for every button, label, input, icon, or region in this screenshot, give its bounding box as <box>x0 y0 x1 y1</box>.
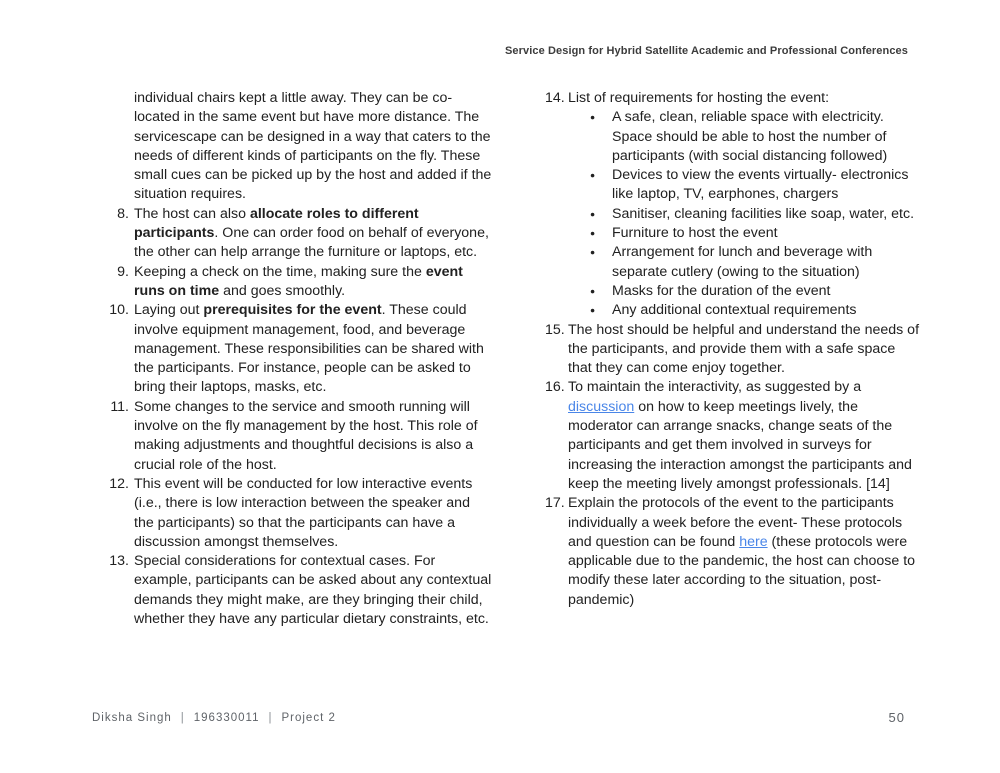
footer-separator: | <box>268 711 273 724</box>
text-run: This event will be conducted for low interactive events (i.e., there is low interaction between the speaker and the participants) so that the participants can have a discussion amongst themselves. <box>134 475 473 550</box>
list-item <box>545 378 919 494</box>
list-item-number: 11. <box>110 398 129 415</box>
bullet-item-text: Devices to view the events virtually- electronics like laptop, TV, earphones, chargers <box>612 167 909 203</box>
bullet-item-text: Masks for the duration of the event <box>612 282 831 299</box>
bullet-icon: ● <box>590 112 596 123</box>
footer-student-id: 196330011 <box>193 711 260 724</box>
text-run: Laying out <box>134 302 204 319</box>
list-item <box>545 494 919 610</box>
inline-link[interactable]: here <box>739 533 768 550</box>
document-header-title: Service Design for Hybrid Satellite Academic and Professional Conferences <box>504 45 908 57</box>
list-item <box>108 301 492 397</box>
list-item-number: 14. <box>545 90 565 106</box>
text-run: To maintain the interactivity, as suggested by a <box>568 379 862 396</box>
list-item-number: 10. <box>109 302 129 319</box>
inline-link[interactable]: discussion <box>568 398 635 415</box>
footer-project: Project 2 <box>281 711 336 724</box>
text-run: The host can also <box>134 205 250 222</box>
list-item <box>545 321 919 379</box>
text-run: Keeping a check on the time, making sure the <box>134 263 426 280</box>
bullet-icon: ● <box>590 208 596 219</box>
left-column <box>108 89 492 629</box>
list-item-number: 15. <box>545 321 565 338</box>
footer-separator: | <box>180 711 185 724</box>
list-item-text <box>134 301 492 397</box>
list-item <box>108 205 492 263</box>
list-item-number: 13. <box>109 553 129 570</box>
text-run: Some changes to the service and smooth running will involve on the fly management by the host. This role of making adjustments and thoughtful decisions is also a crucial role of the host. <box>134 398 478 473</box>
text-run: Explain the protocols of the event to the participants individually a week before the event- These protocols and question can be found <box>568 495 903 550</box>
text-run: (these protocols were applicable due to the pandemic, the host can choose to modify these later according to the situation, post-pandemic) <box>568 533 916 608</box>
list-item-text <box>568 89 919 321</box>
right-numbered-list <box>545 89 919 610</box>
text-run: . These could involve equipment management, food, and beverage management. These responsibilities can be shared with the participants. For instance, people can be asked to bring their laptops, masks, etc. <box>134 302 484 396</box>
bullet-item-text: Any additional contextual requirements <box>612 302 857 319</box>
bullet-icon: ● <box>590 170 596 181</box>
bullet-item <box>590 282 919 301</box>
footer-author: Diksha Singh <box>92 711 172 724</box>
list-item-text <box>134 205 492 263</box>
list-item <box>108 263 492 302</box>
text-run: The host should be helpful and understand the needs of the participants, and provide them with a safe space that they can come enjoy together. <box>568 321 920 377</box>
page-footer <box>0 710 1000 725</box>
bullet-item <box>590 205 919 224</box>
left-numbered-list <box>108 205 492 630</box>
list-item <box>108 552 492 629</box>
list-item-text <box>568 378 919 494</box>
list-item-text <box>134 552 492 629</box>
list-item-text <box>568 321 919 379</box>
footer-author-line <box>92 712 336 724</box>
list-item-number: 17. <box>545 495 565 512</box>
bullet-item <box>590 166 919 205</box>
list-item-text <box>134 475 492 552</box>
bullet-item-text: Arrangement for lunch and beverage with separate cutlery (owing to the situation) <box>612 244 873 280</box>
bullet-item-text: A safe, clean, reliable space with electricity. Space should be able to host the number of participants (with social distancing followed) <box>612 109 888 164</box>
continuation-paragraph: individual chairs kept a little away. They can be co-located in the same event but have more distance. The servicescape can be designed in a way that caters to the needs of different kinds of participants on the fly. These small cues can be picked up by the host and added if the situation requires. <box>134 90 492 203</box>
bold-text-run: event runs on time <box>134 263 463 299</box>
list-item <box>108 398 492 475</box>
list-item-number: 8. <box>117 205 129 222</box>
list-item-text <box>568 494 919 610</box>
text-run: on how to keep meetings lively, the moderator can arrange snacks, change seats of the participants and get them involved in surveys for increasing the interaction amongst the participants and keep the meeting lively amongst professionals. [14] <box>568 398 912 492</box>
bullet-item <box>590 108 919 166</box>
list-item-number: 16. <box>545 379 565 396</box>
bullet-icon: ● <box>590 228 596 239</box>
list-item-number: 9. <box>117 263 129 280</box>
bold-text-run: prerequisites for the event <box>203 302 382 319</box>
list-item-text <box>134 398 492 475</box>
bullet-icon: ● <box>590 247 596 258</box>
bold-text-run: allocate roles to different participants <box>134 205 419 242</box>
list-item <box>108 475 492 552</box>
bullet-item <box>590 301 919 320</box>
page-number: 50 <box>888 710 905 725</box>
bullet-item-text: Furniture to host the event <box>612 225 778 242</box>
bullet-item-text: Sanitiser, cleaning facilities like soap, water, etc. <box>612 205 915 222</box>
list-item <box>545 89 919 321</box>
bullet-icon: ● <box>590 285 596 296</box>
right-column <box>545 89 919 610</box>
list-item-text <box>134 263 492 302</box>
text-run: List of requirements for hosting the event: <box>568 90 830 106</box>
text-run: . One can order food on behalf of everyone, the other can help arrange the furniture or laptops, etc. <box>134 225 489 261</box>
text-run: Special considerations for contextual cases. For example, participants can be asked about any contextual demands they might make, are they bringing their child, whether they have any particular dietary constraints, etc. <box>134 553 492 628</box>
bullet-item <box>590 243 919 282</box>
text-run: and goes smoothly. <box>219 282 346 299</box>
bullet-icon: ● <box>590 305 596 316</box>
list-item-number: 12. <box>109 475 129 492</box>
bullet-item <box>590 224 919 243</box>
